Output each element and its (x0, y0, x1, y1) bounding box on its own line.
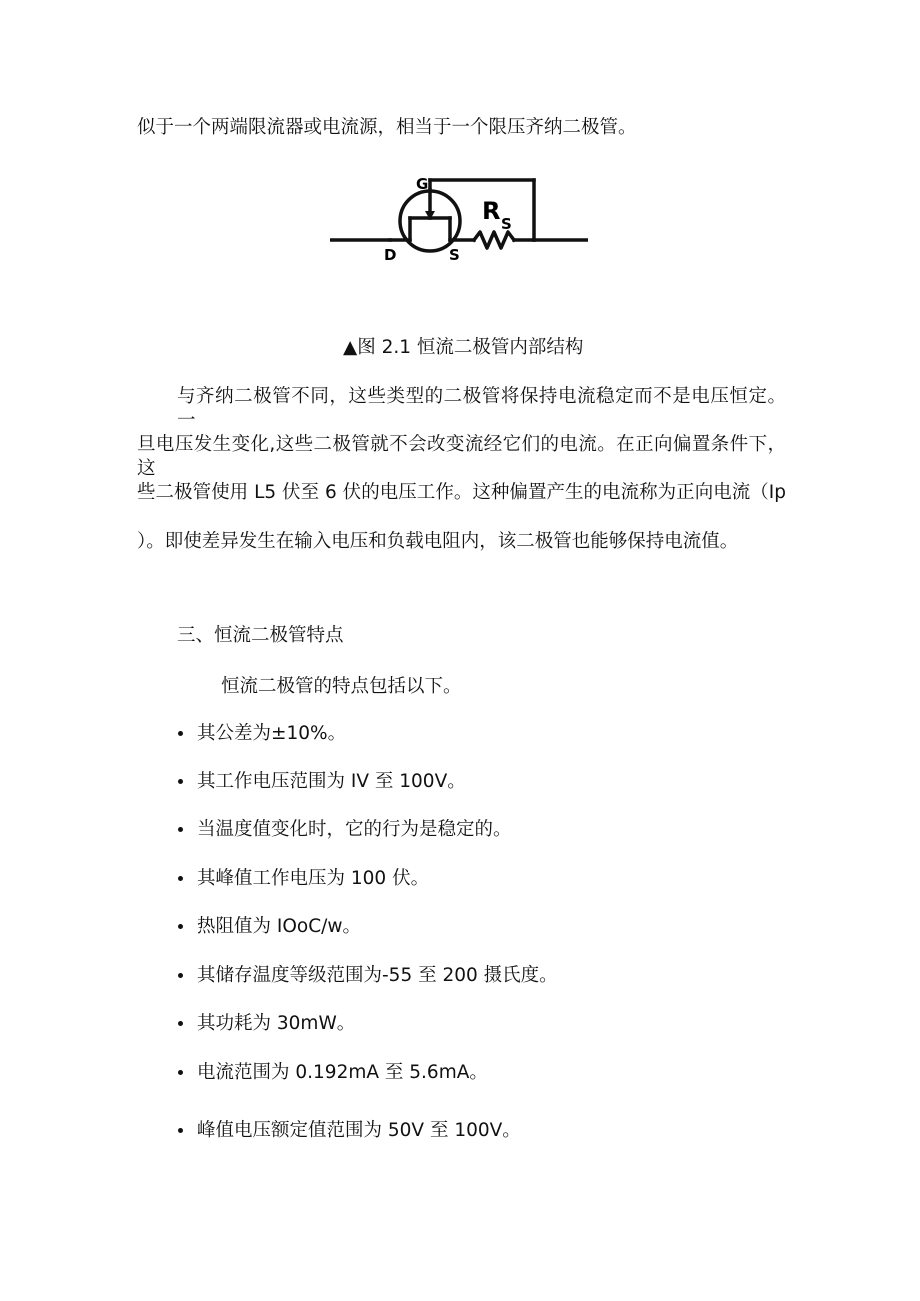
list-item-text: 峰值电压额定值范围为 50V 至 100V。 (197, 1120, 521, 1141)
gate-label: G (416, 176, 429, 193)
bullet-icon (178, 924, 183, 929)
bullet-icon (178, 1070, 183, 1075)
paragraph-line-1: 与齐纳二极管不同，这些类型的二极管将保持电流稳定而不是电压恒定。一 (177, 386, 786, 431)
list-item-text: 热阻值为 IOoC/w。 (197, 916, 361, 937)
figure-caption: ▲图 2.1 恒流二极管内部结构 (343, 337, 584, 358)
section-intro: 恒流二极管的特点包括以下。 (221, 676, 462, 697)
list-item-text: 当温度值变化时，它的行为是稳定的。 (197, 819, 512, 840)
bullet-icon (178, 1021, 183, 1026)
resistor-subscript: S (501, 215, 512, 233)
paragraph-line-4: ）。即使差异发生在输入电压和负载电阻内，该二极管也能够保持电流值。 (137, 531, 739, 552)
bullet-icon (178, 973, 183, 978)
current-limiting-diode-diagram (330, 176, 588, 262)
section-heading: 三、恒流二极管特点 (177, 625, 344, 646)
list-item-text: 其峰值工作电压为 100 伏。 (197, 868, 430, 889)
paragraph-line-2: 旦电压发生变化,这些二极管就不会改变流经它们的电流。在正向偏置条件下，这 (137, 434, 786, 479)
bullet-icon (178, 876, 183, 881)
list-item-text: 其储存温度等级范围为-55 至 200 摄氏度。 (197, 965, 558, 986)
bullet-icon (178, 779, 183, 784)
resistor-label: R (482, 197, 501, 225)
bullet-icon (178, 827, 183, 832)
drain-label: D (384, 246, 397, 262)
bullet-icon (178, 1128, 183, 1133)
list-item-text: 其功耗为 30mW。 (197, 1013, 356, 1034)
intro-text: 似于一个两端限流器或电流源，相当于一个限压齐纳二极管。 (137, 117, 637, 138)
paragraph-line-3: 些二极管使用 L5 伏至 6 伏的电压工作。这种偏置产生的电流称为正向电流（Ip (137, 482, 786, 503)
list-item-text: 其公差为±10%。 (197, 723, 347, 744)
list-item-text: 电流范围为 0.192mA 至 5.6mA。 (197, 1062, 488, 1083)
list-item-text: 其工作电压范围为 IV 至 100V。 (197, 771, 466, 792)
resistor-zigzag (474, 232, 514, 248)
bullet-icon (178, 731, 183, 736)
source-label: S (449, 246, 460, 262)
